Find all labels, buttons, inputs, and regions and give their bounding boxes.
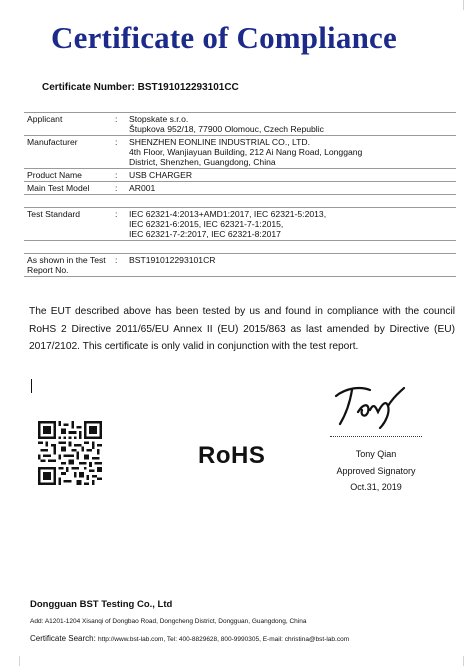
product-name-value: USB CHARGER bbox=[126, 169, 456, 182]
signature-line bbox=[330, 436, 422, 437]
signatory-block bbox=[326, 446, 426, 496]
qr-code-icon bbox=[38, 421, 102, 485]
applicant-address: Štupkova 952/18, 77900 Olomouc, Czech Republic bbox=[129, 124, 324, 134]
text-cursor bbox=[31, 379, 32, 393]
table-row-manufacturer: Manufacturer : SHENZHEN EONLINE INDUSTRIAL CO., LTD. 4th Floor, Wanjiayuan Building, 212 Ai Nang Road, Longgang District, Shenzhen, Guangdong, China bbox=[24, 136, 456, 169]
product-name-label: Product Name bbox=[24, 169, 112, 182]
certificate-search-value: http://www.bst-lab.com, Tel: 400-8829628, 800-9990305, E-mail: christina@bst-lab.com bbox=[98, 636, 350, 643]
table-row-test-standard: Test Standard : IEC 62321-4:2013+AMD1:2017, IEC 62321-5:2013, IEC 62321-6:2015, IEC 62321-7-1:2015, IEC 62321-7-2:2017, IEC 62321-8:2017 bbox=[24, 208, 456, 241]
table-spacer bbox=[24, 195, 456, 208]
compliance-statement: The EUT described above has been tested by us and found in compliance with the council RoHS 2 Directive 2011/65/EU Annex II (EU) 2015/863 as last amended by Directive (EU) 2017/2102. This certificate is only valid in conjunction with the test report. bbox=[29, 306, 455, 352]
rohs-logo: RoHS bbox=[198, 442, 266, 469]
svg-text:Tony: Tony bbox=[330, 382, 333, 383]
table-row-test-report: As shown in the Test Report No. : BST191012293101CR bbox=[24, 254, 456, 277]
test-standard-line-1: IEC 62321-4:2013+AMD1:2017, IEC 62321-5:2013, bbox=[129, 209, 327, 219]
corner-mark-icon bbox=[463, 0, 473, 10]
lab-company-name: Dongguan BST Testing Co., Ltd bbox=[30, 599, 173, 610]
manufacturer-address-2: District, Shenzhen, Guangdong, China bbox=[129, 157, 276, 167]
corner-mark-icon bbox=[463, 656, 473, 666]
lab-address: Add: A1201-1204 Xisanqi of Dongbao Road, Dongcheng District, Dongguan, Guangdong, China bbox=[30, 618, 307, 625]
test-report-value: BST191012293101CR bbox=[126, 254, 456, 277]
table-row-product-name: Product Name : USB CHARGER bbox=[24, 169, 456, 182]
applicant-name: Stopskate s.r.o. bbox=[129, 114, 189, 124]
document-title: Certificate of Compliance bbox=[51, 20, 397, 55]
test-standard-line-3: IEC 62321-7-2:2017, IEC 62321-8:2017 bbox=[129, 229, 281, 239]
test-standard-label: Test Standard bbox=[24, 208, 112, 241]
certificate-number bbox=[42, 82, 239, 93]
signature bbox=[330, 382, 406, 430]
table-row-main-test-model: Main Test Model : AR001 bbox=[24, 182, 456, 195]
test-report-label: As shown in the Test Report No. bbox=[24, 254, 112, 277]
certificate-search bbox=[30, 634, 349, 643]
manufacturer-address-1: 4th Floor, Wanjiayuan Building, 212 Ai Nang Road, Longgang bbox=[129, 147, 363, 157]
main-test-model-value: AR001 bbox=[126, 182, 456, 195]
applicant-label: Applicant bbox=[24, 113, 112, 136]
signatory-name: Tony Qian bbox=[355, 449, 397, 459]
certificate-number-value: BST191012293101CC bbox=[137, 82, 239, 93]
certificate-search-label: Certificate Search: bbox=[30, 634, 96, 643]
test-standard-line-2: IEC 62321-6:2015, IEC 62321-7-1:2015, bbox=[129, 219, 284, 229]
manufacturer-label: Manufacturer bbox=[24, 136, 112, 169]
manufacturer-name: SHENZHEN EONLINE INDUSTRIAL CO., LTD. bbox=[129, 137, 310, 147]
certificate-number-label: Certificate Number: bbox=[42, 82, 135, 93]
table-row-applicant: Applicant : Stopskate s.r.o. Štupkova 952/18, 77900 Olomouc, Czech Republic bbox=[24, 113, 456, 136]
corner-mark-icon bbox=[10, 656, 20, 666]
table-spacer bbox=[24, 241, 456, 254]
main-test-model-label: Main Test Model bbox=[24, 182, 112, 195]
signatory-role: Approved Signatory bbox=[336, 465, 416, 476]
signatory-date: Oct.31, 2019 bbox=[350, 482, 402, 492]
info-table bbox=[24, 112, 456, 277]
